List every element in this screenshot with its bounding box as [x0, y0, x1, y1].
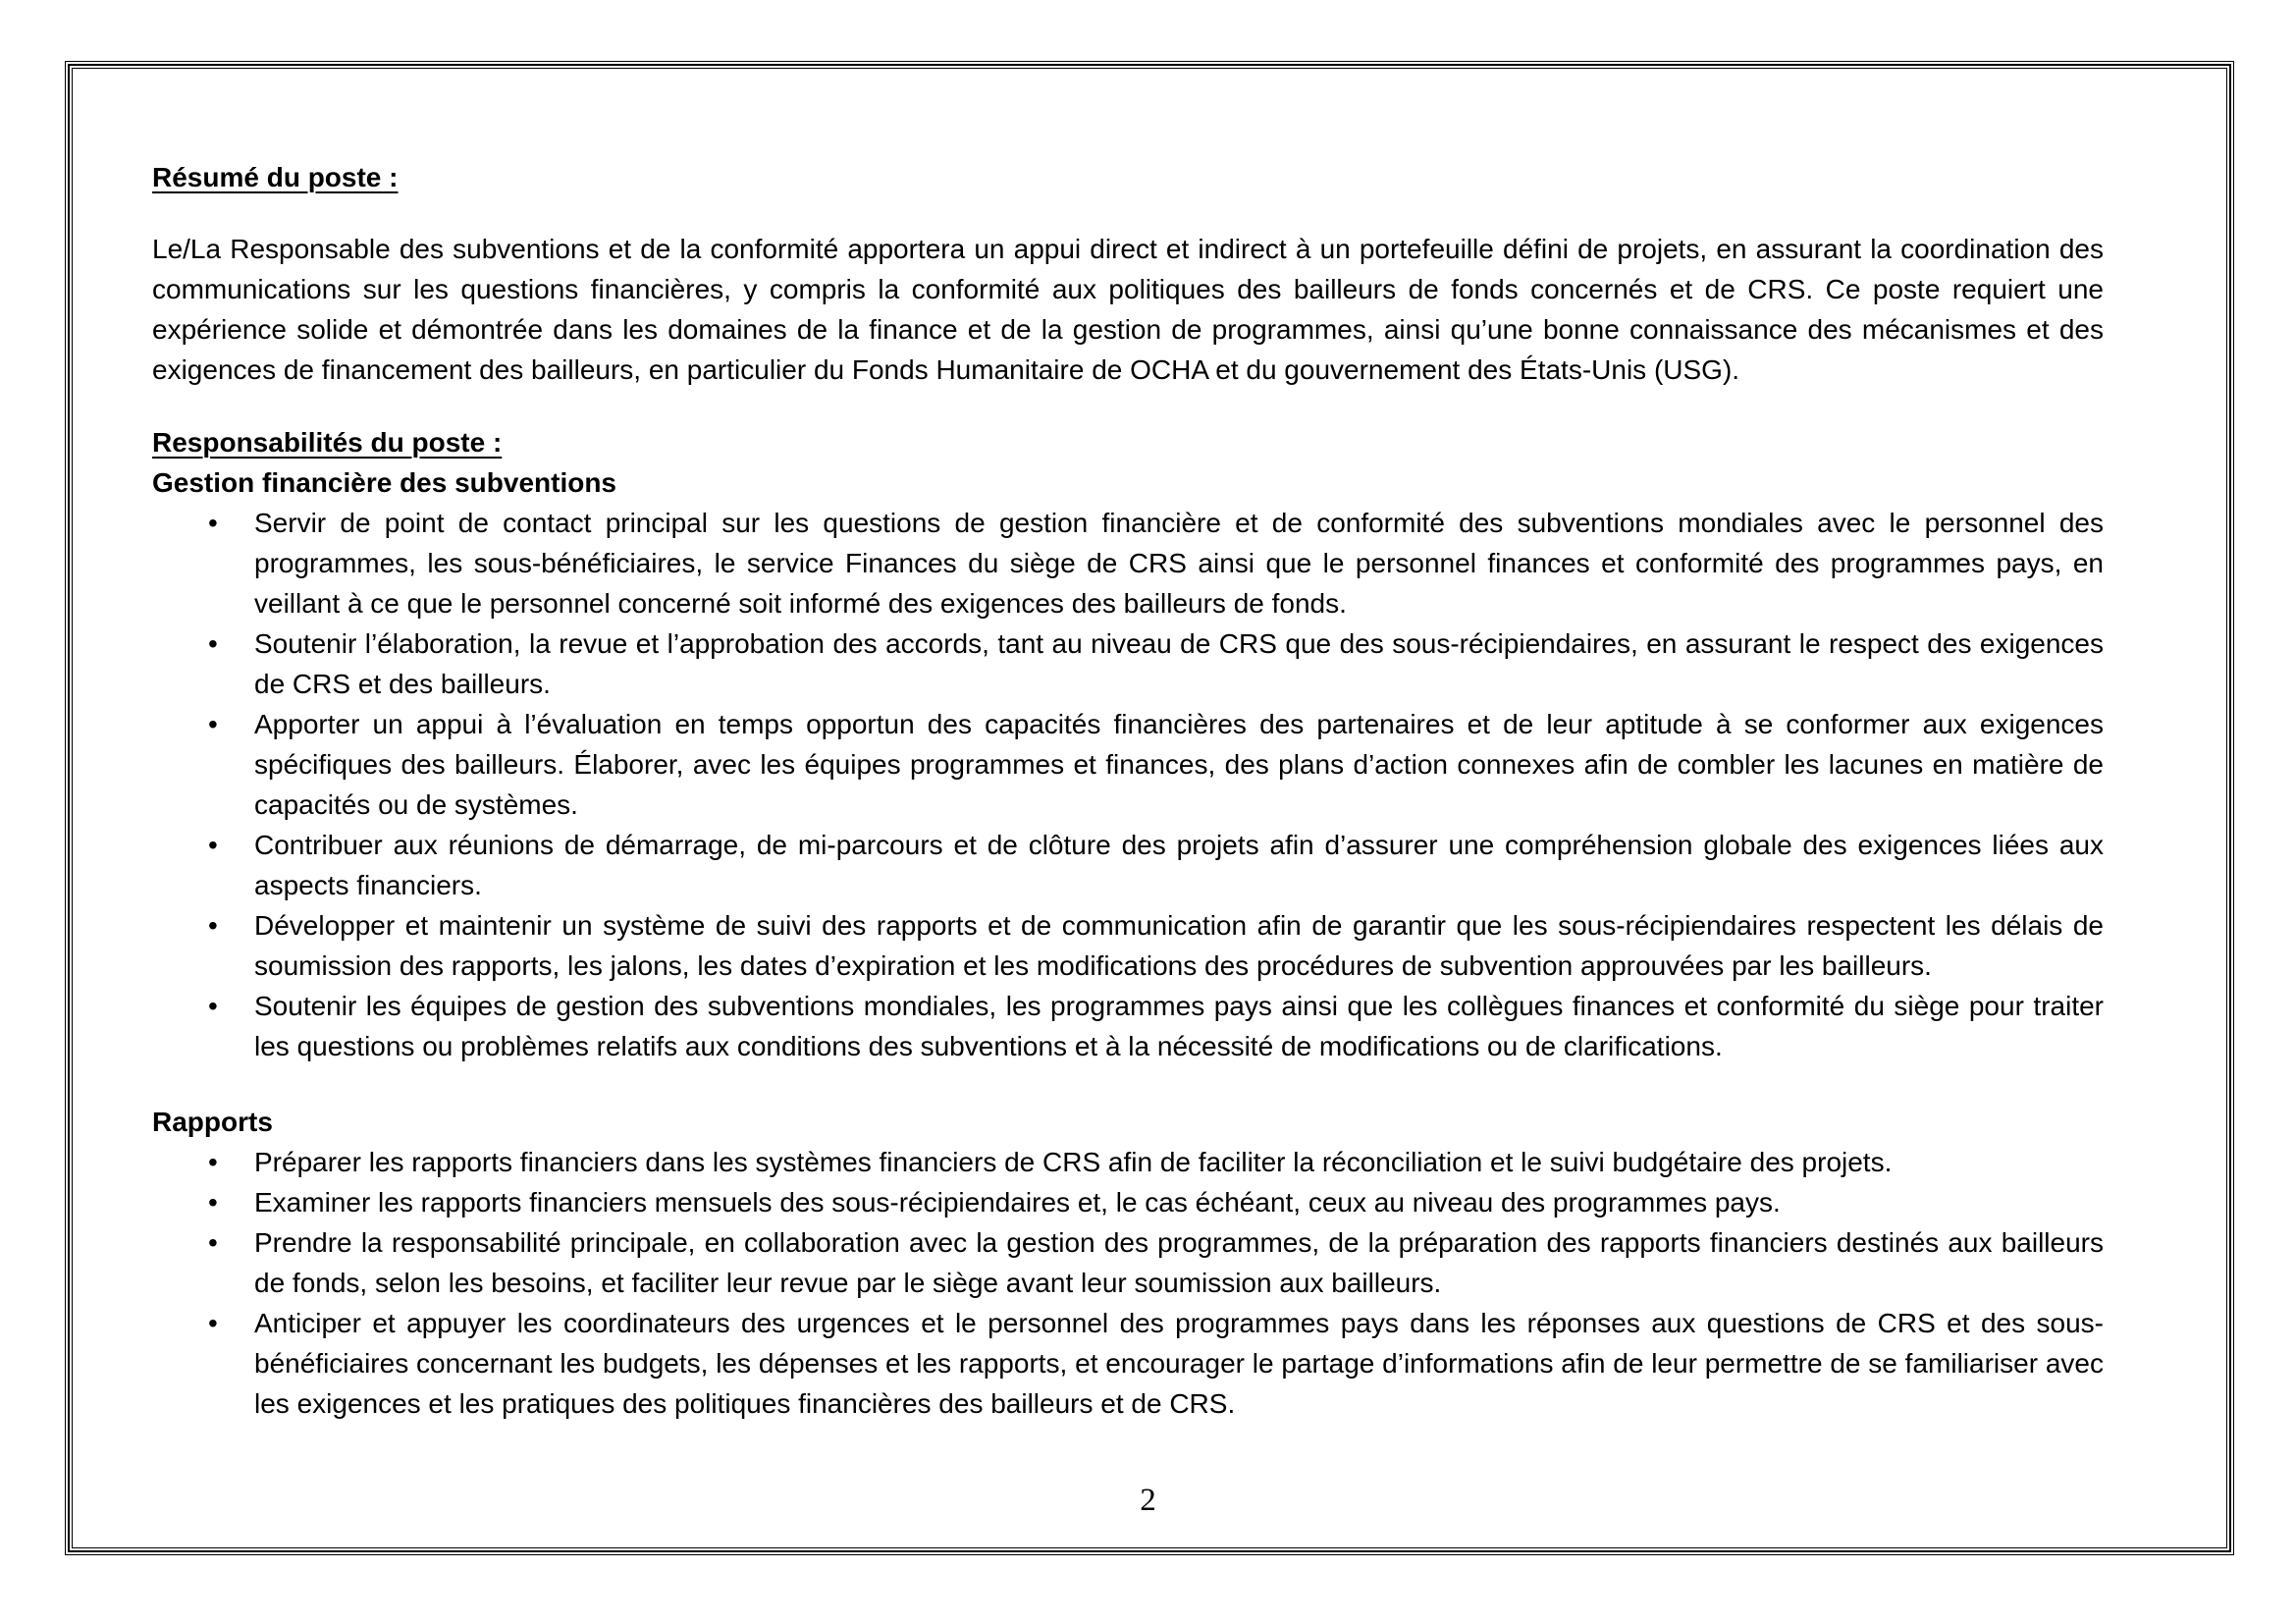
bullet-icon: •: [208, 628, 218, 659]
list-item: [152, 1222, 2104, 1303]
list-item: [152, 1182, 2104, 1222]
list-item-text: Soutenir les équipes de gestion des subventions mondiales, les programmes pays ainsi que les collègues finances et conformité du siège pour traiter les questions ou problèmes relatifs aux conditions des subventions et à la nécessité de modifications ou de clarifications.: [254, 991, 2104, 1061]
list-item-text: Apporter un appui à l’évaluation en temps opportun des capacités financières des partenaires et de leur aptitude à se conformer aux exigences spécifiques des bailleurs. Élaborer, avec les équipes programmes et finances, des plans d’action connexes afin de combler les lacunes en matière de capacités ou de systèmes.: [254, 709, 2104, 820]
list-item: [152, 503, 2104, 623]
list-item-text: Anticiper et appuyer les coordinateurs des urgences et le personnel des programmes pays dans les réponses aux questions de CRS et des sous-bénéficiaires concernant les budgets, les dépenses et les rapports, et encourager le partage d’informations afin de leur permettre de se familiariser avec les exigences et les pratiques des politiques financières des bailleurs et de CRS.: [254, 1308, 2104, 1419]
list-item-text: Soutenir l’élaboration, la revue et l’approbation des accords, tant au niveau de CRS que des sous-récipiendaires, en assurant le respect des exigences de CRS et des bailleurs.: [254, 628, 2104, 699]
list-item: [152, 825, 2104, 905]
bullet-icon: •: [208, 508, 218, 538]
page-content: [152, 157, 2104, 1424]
list-item: [152, 1303, 2104, 1424]
reports-list: [152, 1142, 2104, 1424]
bullet-icon: •: [208, 991, 218, 1021]
financial-management-subheading: Gestion financière des subventions: [152, 467, 617, 498]
list-item: [152, 623, 2104, 704]
bullet-icon: •: [208, 1187, 218, 1218]
list-item: [152, 1142, 2104, 1182]
bullet-icon: •: [208, 709, 218, 739]
bullet-icon: •: [208, 1227, 218, 1258]
list-item: [152, 986, 2104, 1066]
list-item-text: Contribuer aux réunions de démarrage, de mi-parcours et de clôture des projets afin d’assurer une compréhension globale des exigences liées aux aspects financiers.: [254, 830, 2104, 900]
list-item-text: Préparer les rapports financiers dans les systèmes financiers de CRS afin de faciliter la réconciliation et le suivi budgétaire des projets.: [254, 1147, 1893, 1177]
bullet-icon: •: [208, 830, 218, 860]
reports-subheading: Rapports: [152, 1107, 273, 1137]
list-item: [152, 905, 2104, 986]
bullet-icon: •: [208, 1308, 218, 1338]
list-item-text: Examiner les rapports financiers mensuels des sous-récipiendaires et, le cas échéant, ceux au niveau des programmes pays.: [254, 1187, 1781, 1218]
summary-paragraph: Le/La Responsable des subventions et de la conformité apportera un appui direct et indirect à un portefeuille défini de projets, en assurant la coordination des communications sur les questions financières, y compris la conformité aux politiques des bailleurs de fonds concernés et de CRS. Ce poste requiert une expérience solide et démontrée dans les domaines de la finance et de la gestion de programmes, ainsi qu’une bonne connaissance des mécanismes et des exigences de financement des bailleurs, en particulier du Fonds Humanitaire de OCHA et du gouvernement des États-Unis (USG).: [152, 234, 2104, 385]
list-item: [152, 704, 2104, 825]
summary-heading: Résumé du poste :: [152, 162, 399, 192]
list-item-text: Servir de point de contact principal sur les questions de gestion financière et de conformité des subventions mondiales avec le personnel des programmes, les sous-bénéficiaires, le service Finances du siège de CRS ainsi que le personnel finances et conformité des programmes pays, en veillant à ce que le personnel concerné soit informé des exigences des bailleurs de fonds.: [254, 508, 2104, 619]
responsibilities-heading: Responsabilités du poste :: [152, 427, 503, 458]
bullet-icon: •: [208, 910, 218, 941]
page-number: 2: [1140, 1483, 1156, 1518]
list-item-text: Développer et maintenir un système de suivi des rapports et de communication afin de garantir que les sous-récipiendaires respectent les délais de soumission des rapports, les jalons, les dates d’expiration et les modifications des procédures de subvention approuvées par les bailleurs.: [254, 910, 2104, 981]
responsibilities-list: [152, 503, 2104, 1066]
list-item-text: Prendre la responsabilité principale, en collaboration avec la gestion des programmes, de la préparation des rapports financiers destinés aux bailleurs de fonds, selon les besoins, et faciliter leur revue par le siège avant leur soumission aux bailleurs.: [254, 1227, 2104, 1298]
bullet-icon: •: [208, 1147, 218, 1177]
